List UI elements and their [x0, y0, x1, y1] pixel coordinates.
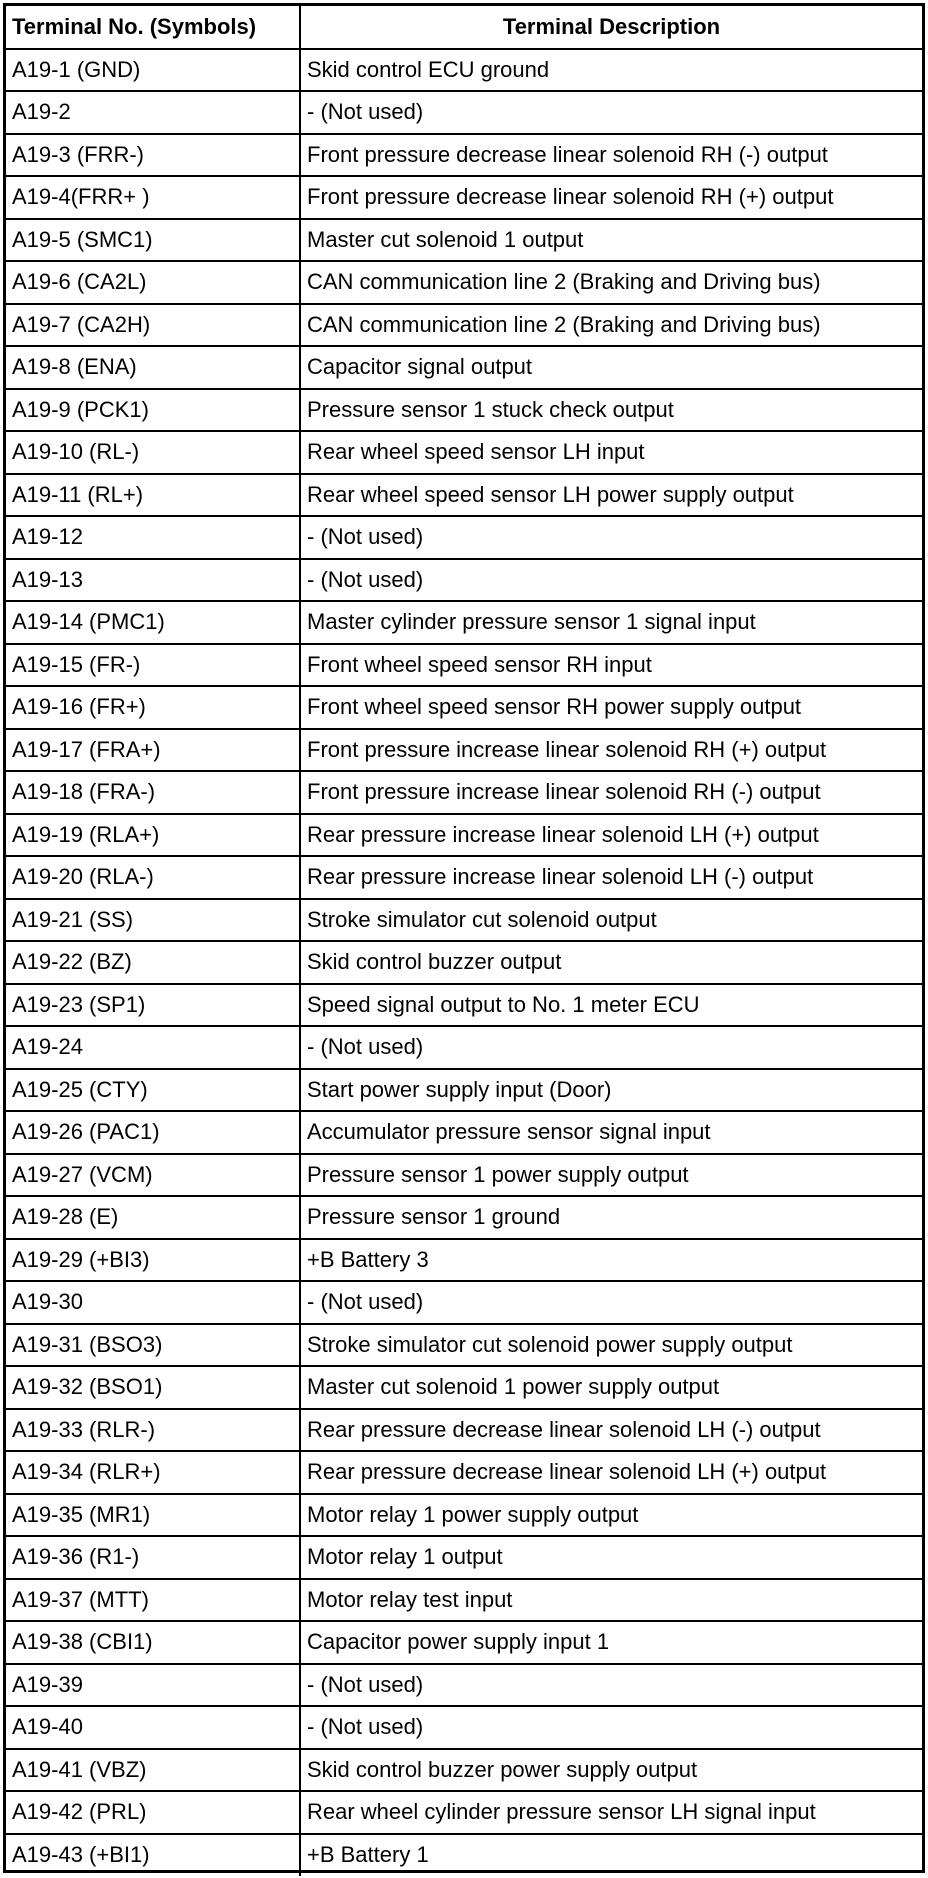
terminal-number-cell: A19-8 (ENA) [6, 346, 300, 389]
table-row [6, 1026, 922, 1069]
header-terminal-description: Terminal Description [300, 6, 922, 49]
terminal-number-cell: A19-9 (PCK1) [6, 389, 300, 432]
terminal-description-cell: Pressure sensor 1 ground [300, 1196, 922, 1239]
terminal-number-cell: A19-33 (RLR-) [6, 1409, 300, 1452]
table-row [6, 601, 922, 644]
terminal-description-cell: - (Not used) [300, 1026, 922, 1069]
table-row [6, 1154, 922, 1197]
header-terminal-no: Terminal No. (Symbols) [6, 6, 300, 49]
terminal-number-cell: A19-31 (BSO3) [6, 1324, 300, 1367]
terminal-description-cell: Rear wheel speed sensor LH input [300, 431, 922, 474]
terminal-description-cell: Rear wheel cylinder pressure sensor LH signal input [300, 1791, 922, 1834]
terminal-description-cell: Skid control buzzer output [300, 941, 922, 984]
terminal-number-cell: A19-21 (SS) [6, 899, 300, 942]
table-row [6, 1366, 922, 1409]
terminal-description-cell: Rear pressure increase linear solenoid LH (+) output [300, 814, 922, 857]
table-row [6, 1664, 922, 1707]
terminal-number-cell: A19-34 (RLR+) [6, 1451, 300, 1494]
table-row [6, 304, 922, 347]
table-row [6, 1536, 922, 1579]
table-row [6, 729, 922, 772]
terminal-number-cell: A19-32 (BSO1) [6, 1366, 300, 1409]
terminal-description-cell: Skid control buzzer power supply output [300, 1749, 922, 1792]
terminal-number-cell: A19-12 [6, 516, 300, 559]
terminal-description-cell: Rear pressure decrease linear solenoid LH (-) output [300, 1409, 922, 1452]
table-row [6, 1494, 922, 1537]
table-row [6, 899, 922, 942]
terminal-description-cell: Rear pressure decrease linear solenoid LH (+) output [300, 1451, 922, 1494]
terminal-description-cell: Capacitor signal output [300, 346, 922, 389]
terminal-number-cell: A19-10 (RL-) [6, 431, 300, 474]
terminal-number-cell: A19-19 (RLA+) [6, 814, 300, 857]
terminal-description-cell: Front pressure decrease linear solenoid RH (-) output [300, 134, 922, 177]
terminal-number-cell: A19-36 (R1-) [6, 1536, 300, 1579]
terminal-number-cell: A19-39 [6, 1664, 300, 1707]
terminal-number-cell: A19-41 (VBZ) [6, 1749, 300, 1792]
terminal-number-cell: A19-7 (CA2H) [6, 304, 300, 347]
table-row [6, 176, 922, 219]
terminal-number-cell: A19-14 (PMC1) [6, 601, 300, 644]
terminal-number-cell: A19-43 (+BI1) [6, 1834, 300, 1877]
table-row [6, 134, 922, 177]
table-row [6, 431, 922, 474]
table-row [6, 771, 922, 814]
table-row [6, 1239, 922, 1282]
terminal-number-cell: A19-18 (FRA-) [6, 771, 300, 814]
terminal-number-cell: A19-30 [6, 1281, 300, 1324]
terminal-number-cell: A19-4(FRR+ ) [6, 176, 300, 219]
table-row [6, 1621, 922, 1664]
table-row [6, 1834, 922, 1877]
terminal-number-cell: A19-3 (FRR-) [6, 134, 300, 177]
table-row [6, 1281, 922, 1324]
table-row [6, 1451, 922, 1494]
terminal-description-cell: - (Not used) [300, 559, 922, 602]
terminal-number-cell: A19-15 (FR-) [6, 644, 300, 687]
table-row [6, 346, 922, 389]
table-row [6, 1791, 922, 1834]
terminal-description-cell: +B Battery 1 [300, 1834, 922, 1877]
terminal-number-cell: A19-29 (+BI3) [6, 1239, 300, 1282]
terminal-description-cell: Front pressure increase linear solenoid RH (+) output [300, 729, 922, 772]
table-row [6, 856, 922, 899]
terminal-number-cell: A19-35 (MR1) [6, 1494, 300, 1537]
table-row [6, 1111, 922, 1154]
terminal-description-cell: - (Not used) [300, 516, 922, 559]
table-row [6, 516, 922, 559]
terminal-description-cell: CAN communication line 2 (Braking and Driving bus) [300, 261, 922, 304]
terminal-description-cell: Master cut solenoid 1 output [300, 219, 922, 262]
terminal-description-cell: Front wheel speed sensor RH power supply output [300, 686, 922, 729]
terminal-description-cell: Master cut solenoid 1 power supply output [300, 1366, 922, 1409]
terminal-number-cell: A19-38 (CBI1) [6, 1621, 300, 1664]
table-row [6, 814, 922, 857]
terminal-description-cell: Skid control ECU ground [300, 49, 922, 92]
terminal-description-cell: Master cylinder pressure sensor 1 signal input [300, 601, 922, 644]
terminal-description-cell: - (Not used) [300, 91, 922, 134]
terminal-number-cell: A19-13 [6, 559, 300, 602]
terminal-description-cell: Speed signal output to No. 1 meter ECU [300, 984, 922, 1027]
terminal-description-cell: - (Not used) [300, 1664, 922, 1707]
terminal-number-cell: A19-16 (FR+) [6, 686, 300, 729]
terminal-number-cell: A19-1 (GND) [6, 49, 300, 92]
terminal-number-cell: A19-2 [6, 91, 300, 134]
terminal-description-cell: Front pressure decrease linear solenoid RH (+) output [300, 176, 922, 219]
table-row [6, 91, 922, 134]
terminal-number-cell: A19-25 (CTY) [6, 1069, 300, 1112]
table-row [6, 389, 922, 432]
table-row [6, 984, 922, 1027]
terminal-description-cell: Motor relay 1 output [300, 1536, 922, 1579]
table-row [6, 1196, 922, 1239]
terminal-description-cell: - (Not used) [300, 1281, 922, 1324]
terminal-description-cell: Front pressure increase linear solenoid RH (-) output [300, 771, 922, 814]
terminal-description-cell: +B Battery 3 [300, 1239, 922, 1282]
terminal-description-cell: - (Not used) [300, 1706, 922, 1749]
terminal-number-cell: A19-37 (MTT) [6, 1579, 300, 1622]
terminal-number-cell: A19-11 (RL+) [6, 474, 300, 517]
table-row [6, 261, 922, 304]
table-row [6, 474, 922, 517]
terminal-description-cell: Pressure sensor 1 stuck check output [300, 389, 922, 432]
terminal-number-cell: A19-42 (PRL) [6, 1791, 300, 1834]
terminal-number-cell: A19-40 [6, 1706, 300, 1749]
terminal-description-cell: Motor relay test input [300, 1579, 922, 1622]
terminal-number-cell: A19-24 [6, 1026, 300, 1069]
terminal-table-sheet [3, 3, 925, 1873]
table-row [6, 1069, 922, 1112]
terminal-description-cell: Accumulator pressure sensor signal input [300, 1111, 922, 1154]
table-row [6, 1749, 922, 1792]
terminal-number-cell: A19-5 (SMC1) [6, 219, 300, 262]
terminal-description-cell: Motor relay 1 power supply output [300, 1494, 922, 1537]
table-row [6, 1579, 922, 1622]
table-row [6, 644, 922, 687]
terminal-number-cell: A19-22 (BZ) [6, 941, 300, 984]
terminal-description-cell: Front wheel speed sensor RH input [300, 644, 922, 687]
terminal-number-cell: A19-6 (CA2L) [6, 261, 300, 304]
terminal-description-cell: Rear wheel speed sensor LH power supply output [300, 474, 922, 517]
terminal-description-cell: Rear pressure increase linear solenoid LH (-) output [300, 856, 922, 899]
terminal-number-cell: A19-27 (VCM) [6, 1154, 300, 1197]
terminal-description-cell: Pressure sensor 1 power supply output [300, 1154, 922, 1197]
table-row [6, 1324, 922, 1367]
terminal-number-cell: A19-17 (FRA+) [6, 729, 300, 772]
terminal-description-cell: CAN communication line 2 (Braking and Driving bus) [300, 304, 922, 347]
terminal-description-cell: Start power supply input (Door) [300, 1069, 922, 1112]
table-row [6, 686, 922, 729]
table-row [6, 559, 922, 602]
header-row [6, 6, 922, 49]
table-row [6, 49, 922, 92]
terminal-number-cell: A19-26 (PAC1) [6, 1111, 300, 1154]
table-body [6, 49, 922, 1877]
terminal-table [6, 6, 922, 1876]
terminal-description-cell: Stroke simulator cut solenoid output [300, 899, 922, 942]
table-row [6, 1409, 922, 1452]
terminal-number-cell: A19-20 (RLA-) [6, 856, 300, 899]
terminal-number-cell: A19-28 (E) [6, 1196, 300, 1239]
terminal-description-cell: Capacitor power supply input 1 [300, 1621, 922, 1664]
terminal-number-cell: A19-23 (SP1) [6, 984, 300, 1027]
table-row [6, 941, 922, 984]
table-row [6, 219, 922, 262]
terminal-description-cell: Stroke simulator cut solenoid power supply output [300, 1324, 922, 1367]
table-row [6, 1706, 922, 1749]
